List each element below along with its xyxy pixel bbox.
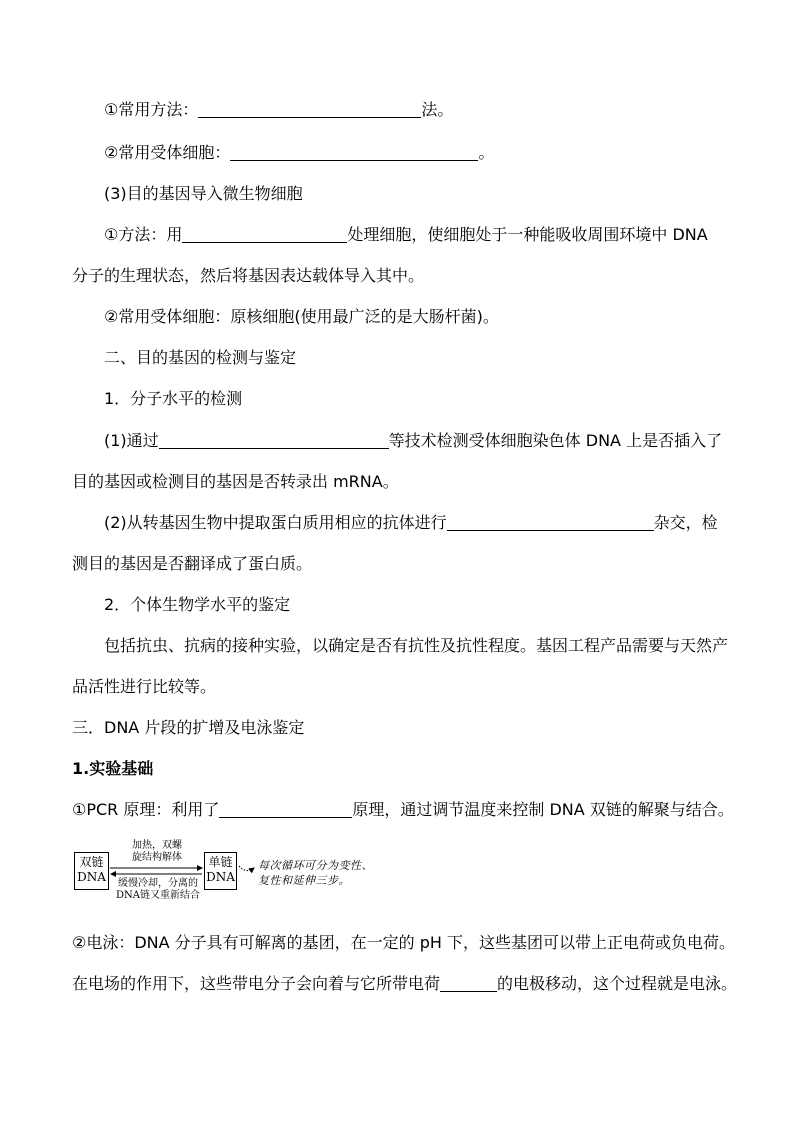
text: ①常用方法：: [104, 100, 199, 119]
line-prokaryote: ②常用受体细胞：原核细胞(使用最广泛的是大肠杆菌)。: [104, 307, 499, 326]
text: 等技术检测受体细胞染色体 DNA 上是否插入了: [388, 431, 723, 450]
line-continuation: 目的基因或检测目的基因是否转录出 mRNA。: [72, 472, 399, 491]
box-label: DNA: [206, 870, 235, 884]
fill-blank[interactable]: [219, 801, 352, 818]
heat-label: [132, 840, 182, 864]
label-text: DNA链又重新结合: [116, 890, 200, 901]
text: ②常用受体细胞：: [104, 143, 231, 162]
text: 。: [478, 143, 495, 162]
line-method-treatment: [104, 225, 708, 245]
handwritten-note: [258, 858, 373, 888]
line-common-method: [104, 100, 453, 120]
heading-molecular-level: 1．分子水平的检测: [104, 389, 243, 408]
box-label: DNA: [77, 870, 106, 884]
text: (1)通过: [104, 431, 159, 450]
pcr-diagram: [74, 836, 374, 912]
line-electrophoresis: ②电泳：DNA 分子具有可解离的基团，在一定的 pH 下，这些基团可以带上正电荷或负电荷。: [72, 933, 736, 952]
fill-blank[interactable]: [198, 101, 421, 118]
line-common-recipient-cell: [104, 143, 494, 163]
note-text: 每次循环可分为变性、: [258, 859, 373, 872]
text: 原理，通过调节温度来控制 DNA 双链的解聚与结合。: [352, 800, 734, 819]
label-text: 旋结构解体: [132, 852, 182, 863]
text: 处理细胞，使细胞处于一种能吸收周围环境中 DNA: [347, 225, 708, 244]
line-protein-hybrid: [104, 513, 718, 533]
line-continuation: 测目的基因是否翻译成了蛋白质。: [72, 554, 313, 573]
text: 法。: [421, 100, 454, 119]
fill-blank[interactable]: [230, 144, 478, 161]
box-label: 单链: [208, 855, 233, 869]
line-molecular-detect: [104, 431, 722, 451]
text: (2)从转基因生物中提取蛋白质用相应的抗体进行: [104, 513, 447, 532]
fill-blank[interactable]: [447, 514, 654, 531]
text: 的电极移动，这个过程就是电泳。: [497, 974, 738, 993]
fill-blank[interactable]: [440, 975, 497, 992]
line-continuation: 品活性进行比较等。: [72, 677, 217, 696]
note-text: 复性和延伸三步。: [258, 874, 350, 887]
label-text: 缓慢冷却，分离的: [118, 878, 198, 889]
dotted-arrow: [239, 866, 254, 871]
text: 在电场的作用下，这些带电分子会向着与它所带电荷: [72, 974, 441, 993]
text: ①方法：用: [104, 225, 183, 244]
section-heading-pcr: 三．DNA 片段的扩增及电泳鉴定: [72, 718, 305, 737]
text: 杂交，检: [653, 513, 718, 532]
fill-blank[interactable]: [182, 226, 347, 243]
line-electric-field: [72, 974, 737, 994]
subheading-microbe: (3)目的基因导入微生物细胞: [104, 184, 303, 203]
line-pcr-principle: [72, 800, 734, 820]
label-text: 加热，双螺: [132, 840, 182, 851]
heading-individual-level: 2．个体生物学水平的鉴定: [104, 595, 291, 614]
text: ①PCR 原理：利用了: [72, 800, 220, 819]
fill-blank[interactable]: [159, 432, 389, 449]
box-label: 双链: [79, 855, 104, 869]
cool-label: [116, 878, 200, 902]
line-continuation: 分子的生理状态，然后将基因表达载体导入其中。: [72, 266, 425, 285]
line-resistance-test: 包括抗虫、抗病的接种实验，以确定是否有抗性及抗性程度。基因工程产品需要与天然产: [104, 636, 729, 655]
heading-experiment-basis: 1.实验基础: [72, 759, 154, 778]
section-heading-detection: 二、目的基因的检测与鉴定: [104, 348, 297, 367]
